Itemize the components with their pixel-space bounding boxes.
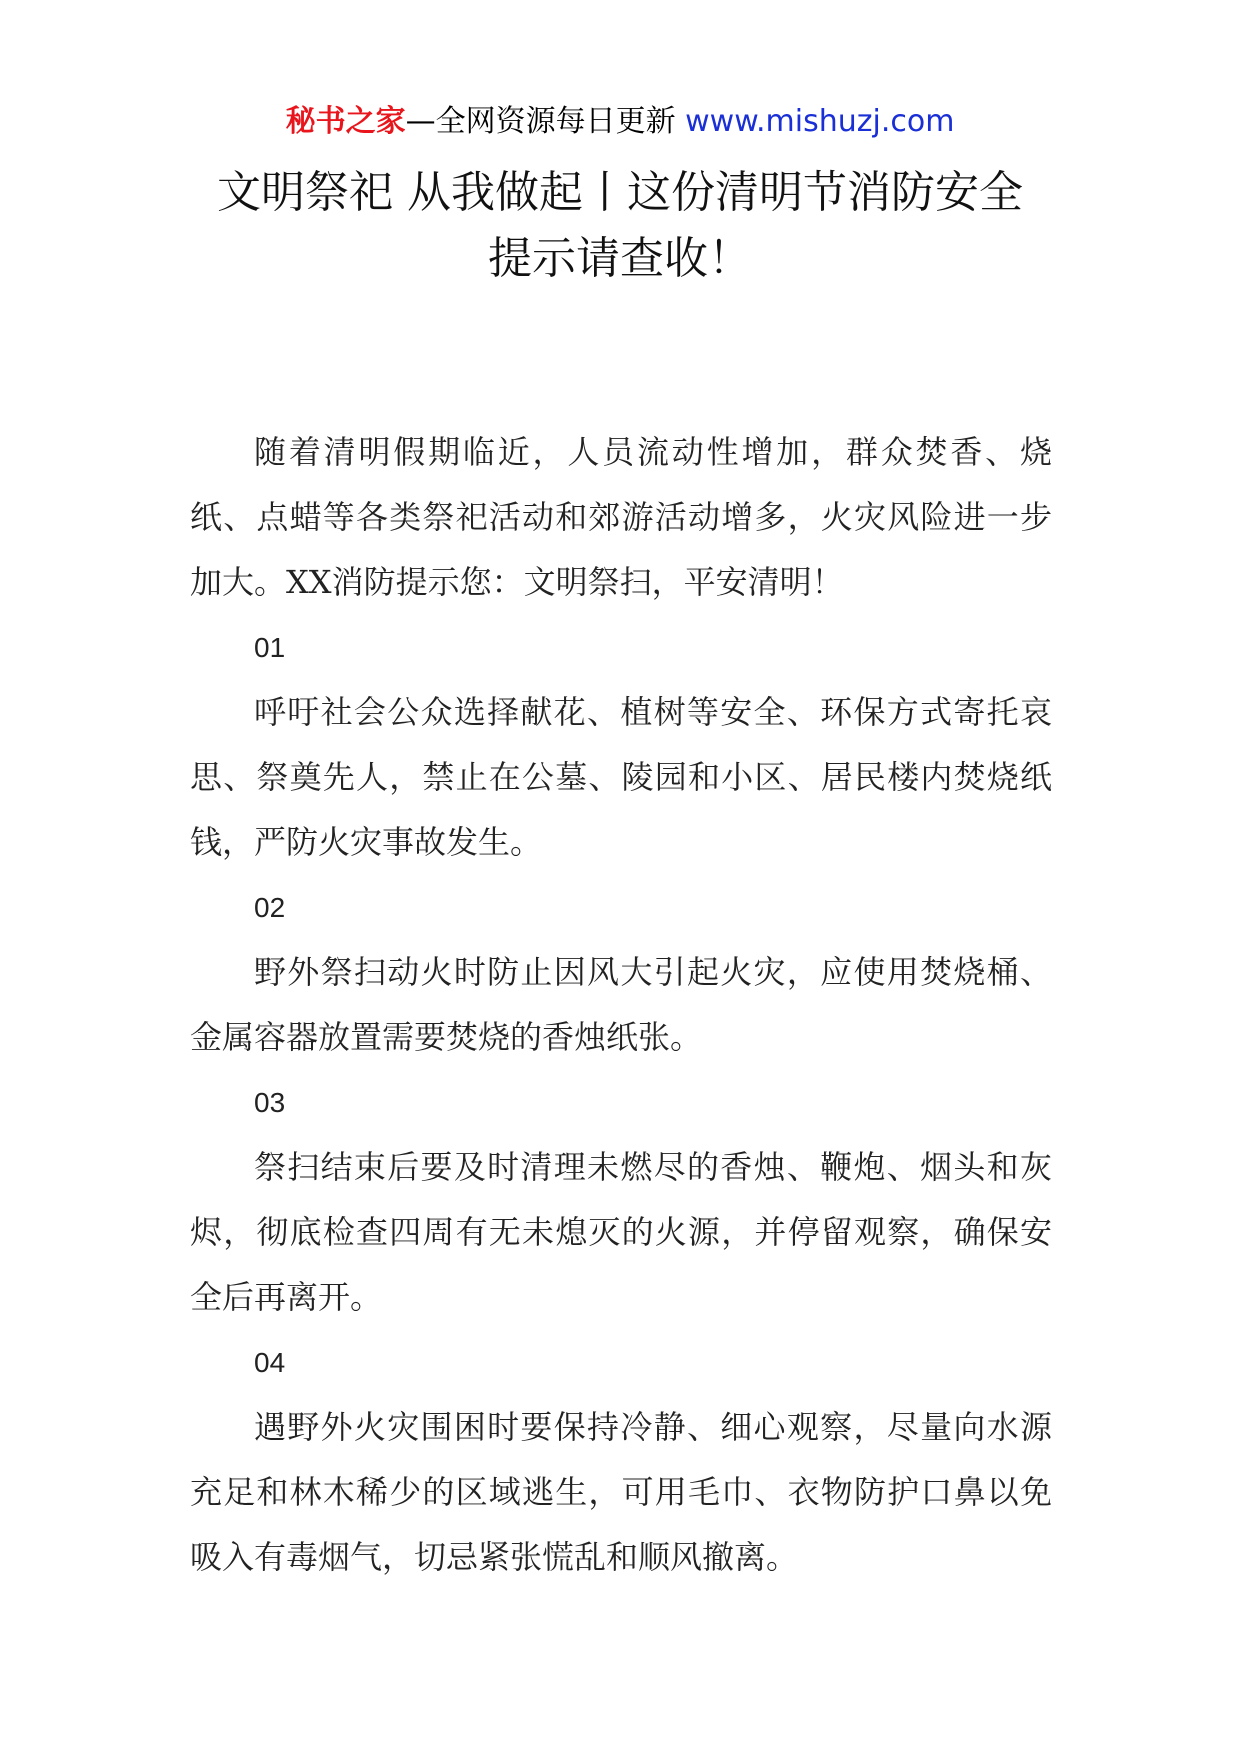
- site-header: [0, 100, 1240, 144]
- title-line-1: 文明祭祀 从我做起丨这份清明节消防安全: [217, 167, 1023, 218]
- site-url-link[interactable]: www.mishuzj.com: [685, 104, 955, 139]
- section-paragraph: 呼吁社会公众选择献花、植树等安全、环保方式寄托哀思、祭奠先人，禁止在公墓、陵园和小区、居民楼内焚烧纸钱，严防火灾事故发生。: [190, 693, 1052, 861]
- document-title: [150, 160, 1090, 292]
- document-body: [190, 420, 1052, 1590]
- header-slogan: —全网资源每日更新: [405, 104, 686, 139]
- section-number: 02: [254, 892, 286, 923]
- section-number: 03: [254, 1087, 286, 1118]
- section-number: 01: [254, 632, 286, 663]
- section-paragraph: 野外祭扫动火时防止因风大引起火灾，应使用焚烧桶、金属容器放置需要焚烧的香烛纸张。: [190, 953, 1052, 1056]
- section-number: 04: [254, 1347, 286, 1378]
- intro-paragraph: 随着清明假期临近，人员流动性增加，群众焚香、烧纸、点蜡等各类祭祀活动和郊游活动增多，火灾风险进一步加大。XX消防提示您：文明祭扫，平安清明！: [190, 433, 1052, 601]
- title-line-2: 提示请查收！: [488, 233, 752, 284]
- brand-name: 秘书之家: [285, 104, 406, 139]
- section-paragraph: 遇野外火灾围困时要保持冷静、细心观察，尽量向水源充足和林木稀少的区域逃生，可用毛巾、衣物防护口鼻以免吸入有毒烟气，切忌紧张慌乱和顺风撤离。: [190, 1408, 1052, 1576]
- section-paragraph: 祭扫结束后要及时清理未燃尽的香烛、鞭炮、烟头和灰烬，彻底检查四周有无未熄灭的火源，并停留观察，确保安全后再离开。: [190, 1148, 1052, 1316]
